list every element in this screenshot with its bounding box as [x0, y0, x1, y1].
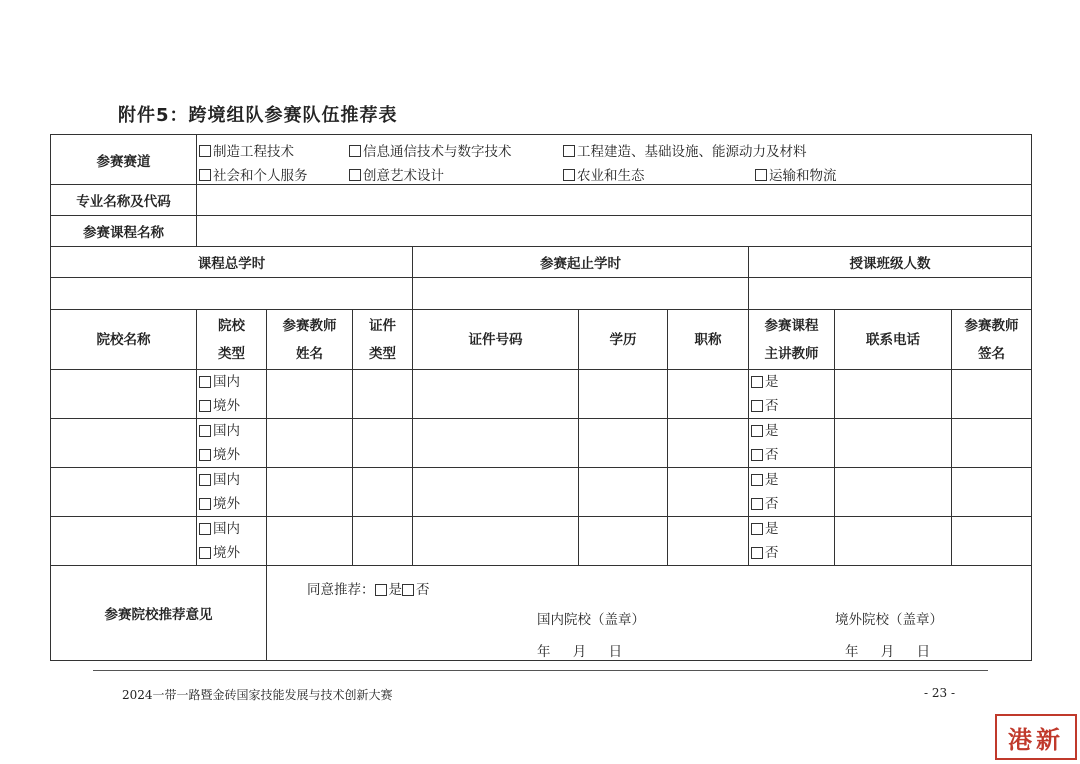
id-number-cell[interactable] — [413, 517, 579, 566]
course-label: 参赛课程名称 — [51, 216, 197, 247]
agree-recommend: 同意推荐： 是 否 — [307, 582, 430, 598]
recommendation-cell — [267, 566, 1032, 661]
school-name-cell[interactable] — [51, 370, 197, 419]
checkbox-icon[interactable] — [563, 169, 575, 181]
teacher-name-cell[interactable] — [267, 468, 353, 517]
option-yes[interactable]: 是 — [749, 370, 834, 394]
page-number: - 23 - — [924, 686, 956, 700]
course-input[interactable] — [197, 216, 1032, 247]
checkbox-icon[interactable] — [375, 584, 387, 596]
id-type-cell[interactable] — [353, 517, 413, 566]
id-number-cell[interactable] — [413, 419, 579, 468]
lead-teacher-cell — [749, 468, 835, 517]
lead-teacher-cell — [749, 419, 835, 468]
phone-cell[interactable] — [835, 468, 952, 517]
checkbox-icon[interactable] — [751, 425, 763, 437]
education-cell[interactable] — [579, 370, 668, 419]
school-name-cell[interactable] — [51, 419, 197, 468]
option-overseas[interactable]: 境外 — [197, 492, 266, 516]
checkbox-icon[interactable] — [199, 498, 211, 510]
recommendation-label: 参赛院校推荐意见 — [51, 566, 267, 661]
checkbox-icon[interactable] — [199, 474, 211, 486]
school-name-header: 院校名称 — [51, 310, 197, 370]
table-row — [51, 370, 1032, 419]
phone-cell[interactable] — [835, 370, 952, 419]
teacher-name-cell[interactable] — [267, 419, 353, 468]
title-header: 职称 — [668, 310, 749, 370]
option-overseas[interactable]: 境外 — [197, 541, 266, 565]
checkbox-icon[interactable] — [199, 523, 211, 535]
checkbox-icon[interactable] — [349, 145, 361, 157]
signature-header: 参赛教师 签名 — [952, 310, 1032, 370]
table-row — [51, 468, 1032, 517]
checkbox-icon[interactable] — [402, 584, 414, 596]
title-cell[interactable] — [668, 517, 749, 566]
period-input[interactable] — [413, 278, 749, 310]
title-cell[interactable] — [668, 419, 749, 468]
education-cell[interactable] — [579, 419, 668, 468]
lead-teacher-cell — [749, 370, 835, 419]
checkbox-icon[interactable] — [199, 425, 211, 437]
watermark-seal-icon: 港新 — [995, 714, 1077, 760]
lead-teacher-cell — [749, 517, 835, 566]
option-domestic[interactable]: 国内 — [197, 419, 266, 443]
class-size-input[interactable] — [749, 278, 1032, 310]
track-option[interactable]: 农业和生态 — [563, 164, 645, 184]
option-overseas[interactable]: 境外 — [197, 394, 266, 418]
overseas-seal-label: 境外院校（盖章） — [835, 612, 943, 628]
phone-cell[interactable] — [835, 517, 952, 566]
id-number-cell[interactable] — [413, 468, 579, 517]
education-header: 学历 — [579, 310, 668, 370]
option-domestic[interactable]: 国内 — [197, 468, 266, 492]
education-cell[interactable] — [579, 517, 668, 566]
option-no[interactable]: 否 — [749, 394, 834, 418]
track-option[interactable]: 工程建造、基础设施、能源动力及材料 — [563, 140, 807, 160]
education-cell[interactable] — [579, 468, 668, 517]
checkbox-icon[interactable] — [199, 145, 211, 157]
domestic-date: 年 月 日 — [537, 644, 623, 660]
major-input[interactable] — [197, 185, 1032, 216]
checkbox-icon[interactable] — [751, 376, 763, 388]
school-type-cell — [197, 517, 267, 566]
option-yes[interactable]: 是 — [749, 419, 834, 443]
teacher-name-cell[interactable] — [267, 517, 353, 566]
option-no[interactable]: 否 — [749, 541, 834, 565]
signature-cell[interactable] — [952, 468, 1032, 517]
option-yes[interactable]: 是 — [749, 468, 834, 492]
track-option[interactable]: 运输和物流 — [755, 164, 837, 184]
school-type-cell — [197, 370, 267, 419]
track-options — [197, 135, 1032, 185]
signature-cell[interactable] — [952, 419, 1032, 468]
signature-cell[interactable] — [952, 370, 1032, 419]
checkbox-icon[interactable] — [751, 474, 763, 486]
option-no[interactable]: 否 — [749, 443, 834, 467]
checkbox-icon[interactable] — [199, 547, 211, 559]
checkbox-icon[interactable] — [199, 449, 211, 461]
signature-cell[interactable] — [952, 517, 1032, 566]
table-row — [51, 517, 1032, 566]
option-domestic[interactable]: 国内 — [197, 370, 266, 394]
period-label: 参赛起止学时 — [413, 247, 749, 278]
id-type-header: 证件 类型 — [353, 310, 413, 370]
footer-title: 2024一带一路暨金砖国家技能发展与技术创新大赛 — [122, 688, 393, 702]
overseas-date: 年 月 日 — [845, 644, 931, 660]
checkbox-icon[interactable] — [563, 145, 575, 157]
checkbox-icon[interactable] — [751, 547, 763, 559]
id-type-cell[interactable] — [353, 468, 413, 517]
id-type-cell[interactable] — [353, 419, 413, 468]
school-type-header: 院校 类型 — [197, 310, 267, 370]
option-no[interactable]: 否 — [749, 492, 834, 516]
track-option[interactable]: 社会和个人服务 — [199, 164, 308, 184]
checkbox-icon[interactable] — [751, 400, 763, 412]
class-size-label: 授课班级人数 — [749, 247, 1032, 278]
phone-header: 联系电话 — [835, 310, 952, 370]
checkbox-icon[interactable] — [751, 523, 763, 535]
checkbox-icon[interactable] — [349, 169, 361, 181]
checkbox-icon[interactable] — [755, 169, 767, 181]
checkbox-icon[interactable] — [199, 169, 211, 181]
school-name-cell[interactable] — [51, 468, 197, 517]
checkbox-icon[interactable] — [751, 498, 763, 510]
phone-cell[interactable] — [835, 419, 952, 468]
table-row — [51, 419, 1032, 468]
school-name-cell[interactable] — [51, 517, 197, 566]
title-cell[interactable] — [668, 370, 749, 419]
option-yes[interactable]: 是 — [749, 517, 834, 541]
track-option[interactable]: 创意艺术设计 — [349, 164, 444, 184]
option-overseas[interactable]: 境外 — [197, 443, 266, 467]
teacher-name-header: 参赛教师 姓名 — [267, 310, 353, 370]
id-number-cell[interactable] — [413, 370, 579, 419]
checkbox-icon[interactable] — [199, 400, 211, 412]
major-label: 专业名称及代码 — [51, 185, 197, 216]
teacher-name-cell[interactable] — [267, 370, 353, 419]
checkbox-icon[interactable] — [199, 376, 211, 388]
school-type-cell — [197, 419, 267, 468]
track-option[interactable]: 制造工程技术 — [199, 140, 294, 160]
school-type-cell — [197, 468, 267, 517]
page-title: 附件5：跨境组队参赛队伍推荐表 — [118, 105, 398, 126]
title-cell[interactable] — [668, 468, 749, 517]
domestic-seal-label: 国内院校（盖章） — [537, 612, 645, 628]
id-number-header: 证件号码 — [413, 310, 579, 370]
footer-divider — [93, 670, 988, 671]
id-type-cell[interactable] — [353, 370, 413, 419]
track-label: 参赛赛道 — [51, 135, 197, 185]
option-domestic[interactable]: 国内 — [197, 517, 266, 541]
track-option[interactable]: 信息通信技术与数字技术 — [349, 140, 512, 160]
checkbox-icon[interactable] — [751, 449, 763, 461]
lead-teacher-header: 参赛课程 主讲教师 — [749, 310, 835, 370]
hours-label: 课程总学时 — [51, 247, 413, 278]
recommendation-form — [50, 134, 1032, 661]
hours-input[interactable] — [51, 278, 413, 310]
